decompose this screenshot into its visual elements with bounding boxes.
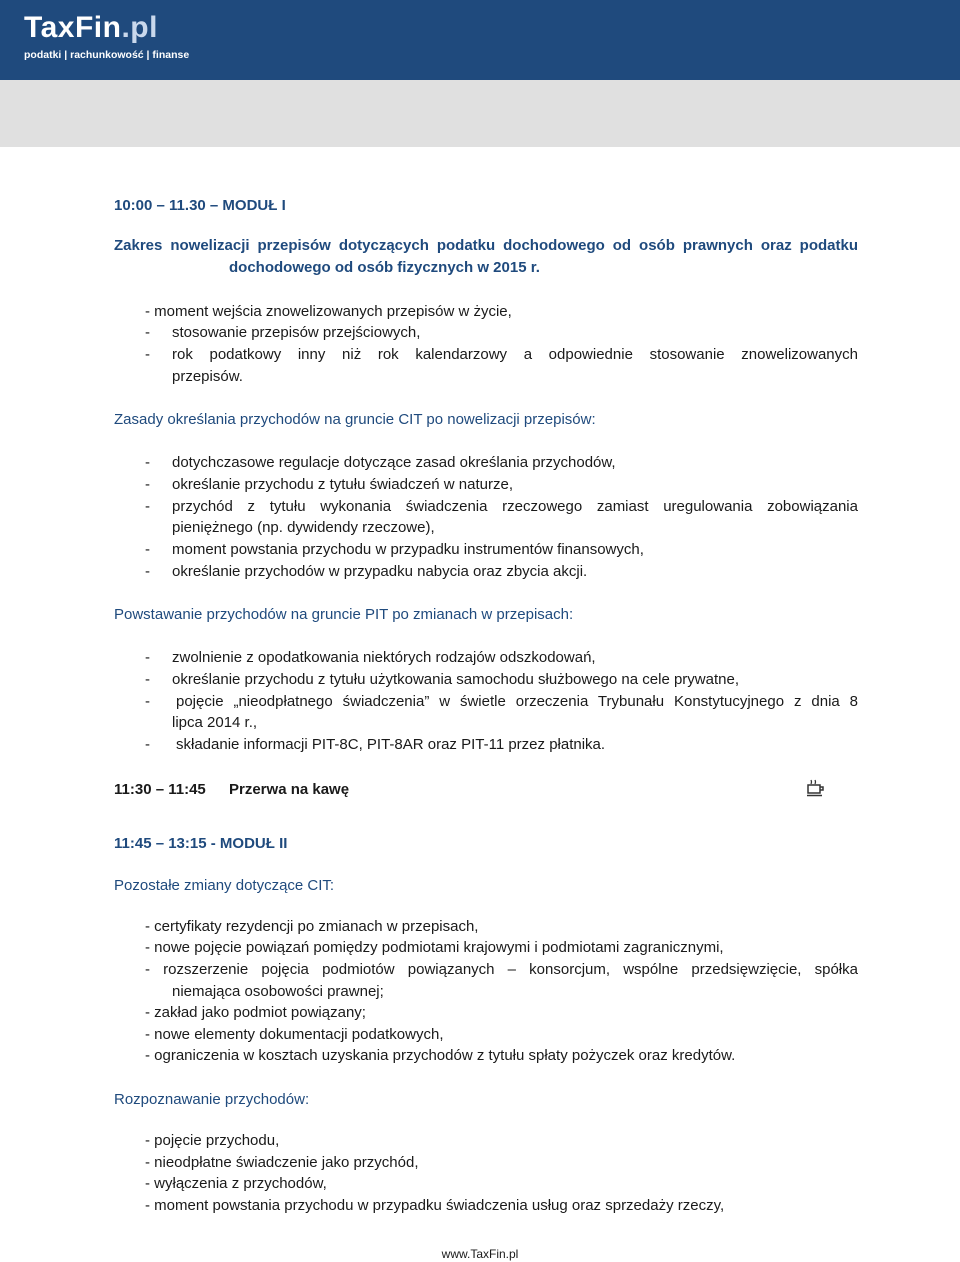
break-label: Przerwa na kawę bbox=[229, 781, 350, 798]
cit-item: moment powstania przychodu w przypadku instrumentów finansowych, bbox=[172, 541, 644, 558]
pit-section-heading: Powstawanie przychodów na gruncie PIT po zmianach w przepisach: bbox=[114, 606, 574, 623]
cit-item: określanie przychodu z tytułu świadczeń w naturze, bbox=[172, 476, 514, 493]
break-time: 11:30 – 11:45 bbox=[114, 781, 206, 798]
pit-item: zwolnienie z opodatkowania niektórych rodzajów odszkodowań, bbox=[172, 649, 596, 666]
cit-item: określanie przychodów w przypadku nabycia oraz zbycia akcji. bbox=[172, 563, 588, 580]
pit-item-cont: lipca 2014 r., bbox=[172, 714, 258, 731]
header-bar bbox=[0, 0, 960, 80]
cit-item-dash: - bbox=[145, 498, 150, 515]
pit-item-dash: - bbox=[145, 693, 150, 710]
revenue-section-heading: Rozpoznawanie przychodów: bbox=[114, 1091, 310, 1108]
cit-item-dash: - bbox=[145, 563, 150, 580]
logo-tagline: podatki | rachunkowość | finanse bbox=[24, 49, 190, 61]
pit-item: określanie przychodu z tytułu użytkowania samochodu służbowego na cele prywatne, bbox=[172, 671, 739, 688]
cit-item-cont: pieniężnego (np. dywidendy rzeczowe), bbox=[172, 519, 435, 536]
module2-heading: Pozostałe zmiany dotyczące CIT: bbox=[114, 877, 335, 894]
module1-item: - bbox=[145, 346, 150, 363]
module1-item: - moment wejścia znowelizowanych przepisów w życie, bbox=[145, 303, 512, 320]
pit-item: składanie informacji PIT-8C, PIT-8AR oraz PIT-11 przez płatnika. bbox=[176, 736, 606, 753]
pit-item-dash: - bbox=[145, 671, 150, 688]
cit-item: dotychczasowe regulacje dotyczące zasad określania przychodów, bbox=[172, 454, 616, 471]
module1-topic-line1: Zakres nowelizacji przepisów dotyczących podatku dochodowego od osób prawnych oraz podatku bbox=[114, 237, 858, 254]
logo-wordmark: TaxFin.pl bbox=[24, 11, 158, 44]
footer-url[interactable]: www.TaxFin.pl bbox=[441, 1247, 519, 1261]
module2-item-cont: niemająca osobowości prawnej; bbox=[172, 983, 384, 1000]
revenue-item: - pojęcie przychodu, bbox=[145, 1132, 280, 1149]
module2-item: - zakład jako podmiot powiązany; bbox=[145, 1004, 366, 1021]
module2-item: - rozszerzenie pojęcia podmiotów powiązanych – konsorcjum, wspólne przedsięwzięcie, spółka bbox=[145, 961, 858, 978]
gray-band bbox=[0, 80, 960, 147]
revenue-item: - moment powstania przychodu w przypadku świadczenia usług oraz sprzedaży rzeczy, bbox=[145, 1197, 725, 1214]
module2-item: - certyfikaty rezydencji po zmianach w przepisach, bbox=[145, 918, 479, 935]
module2-item: - ograniczenia w kosztach uzyskania przychodów z tytułu spłaty pożyczek oraz kredytów. bbox=[145, 1047, 736, 1064]
cit-item-dash: - bbox=[145, 541, 150, 558]
cit-item: przychód z tytułu wykonania świadczenia rzeczowego zamiast uregulowania zobowiązania bbox=[172, 498, 858, 515]
cit-section-heading: Zasady określania przychodów na gruncie CIT po nowelizacji przepisów: bbox=[114, 411, 596, 428]
module2-item: - nowe pojęcie powiązań pomiędzy podmiotami krajowymi i podmiotami zagranicznymi, bbox=[145, 939, 724, 956]
coffee-cup-icon bbox=[806, 779, 826, 797]
module1-item: - bbox=[145, 324, 150, 341]
revenue-item: - nieodpłatne świadczenie jako przychód, bbox=[145, 1154, 419, 1171]
cit-item-dash: - bbox=[145, 476, 150, 493]
module2-item: - nowe elementy dokumentacji podatkowych, bbox=[145, 1026, 444, 1043]
cit-item-dash: - bbox=[145, 454, 150, 471]
module1-topic-line2: dochodowego od osób fizycznych w 2015 r. bbox=[229, 259, 540, 276]
taxfin-logo[interactable] bbox=[24, 12, 189, 62]
module1-item: rok podatkowy inny niż rok kalendarzowy a odpowiednie stosowanie znowelizowanych bbox=[172, 346, 858, 363]
pit-item: pojęcie „nieodpłatnego świadczenia” w świetle orzeczenia Trybunału Konstytucyjnego z dnia 8 bbox=[176, 693, 858, 710]
revenue-item: - wyłączenia z przychodów, bbox=[145, 1175, 327, 1192]
module1-item: stosowanie przepisów przejściowych, bbox=[172, 324, 421, 341]
module2-title: 11:45 – 13:15 - MODUŁ II bbox=[114, 835, 288, 852]
module1-title: 10:00 – 11.30 – MODUŁ I bbox=[114, 197, 286, 214]
pit-item-dash: - bbox=[145, 736, 150, 753]
module1-item-cont: przepisów. bbox=[172, 368, 243, 385]
pit-item-dash: - bbox=[145, 649, 150, 666]
